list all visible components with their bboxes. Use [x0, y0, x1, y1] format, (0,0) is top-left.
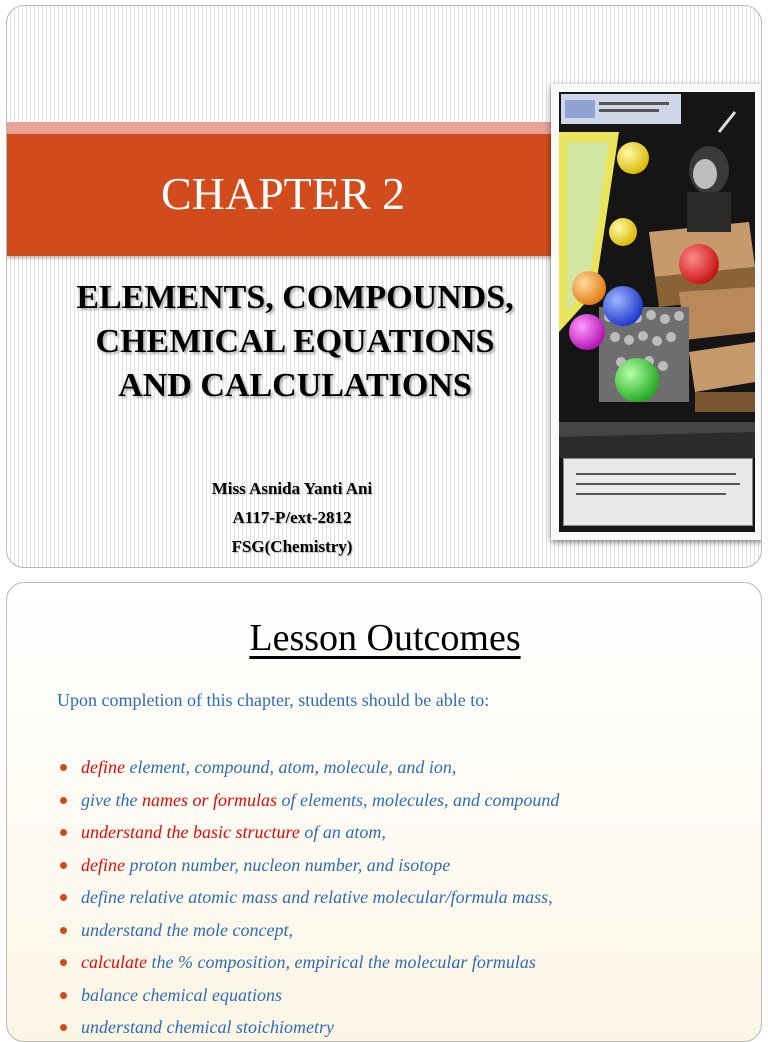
outcome-item: balance chemical equations	[57, 979, 747, 1012]
cartoon-caption	[563, 458, 753, 526]
outcome-item: understand the basic structure of an atom,	[57, 816, 747, 849]
bullet-icon	[60, 797, 67, 804]
bullet-icon	[60, 829, 67, 836]
bullet-icon	[60, 894, 67, 901]
chemistry-cartoon-image	[559, 92, 755, 532]
outcome-highlight: understand the basic structure	[81, 822, 300, 842]
lesson-outcomes-slide	[6, 582, 762, 1042]
lesson-outcomes-title: Lesson Outcomes	[249, 617, 521, 659]
outcome-highlight: define	[81, 854, 125, 875]
bullet-icon	[60, 959, 67, 966]
author-department: FSG(Chemistry)	[231, 537, 353, 556]
caption-text-line	[576, 473, 736, 475]
caption-text-line	[576, 483, 740, 485]
author-block	[137, 474, 447, 561]
outcome-item: calculate the % composition, empirical the molecular formulas	[57, 946, 747, 979]
outcome-highlight: calculate	[81, 952, 147, 972]
bullet-icon	[60, 992, 67, 999]
bullet-icon	[60, 862, 67, 869]
bullet-icon	[60, 1024, 67, 1031]
outcome-item: define proton number, nucleon number, and isotope	[57, 849, 747, 882]
bullet-icon	[60, 927, 67, 934]
title-slide	[6, 5, 762, 568]
outcome-highlight: define	[81, 757, 125, 777]
caption-text-line	[576, 493, 726, 495]
author-name: Miss Asnida Yanti Ani	[211, 479, 373, 498]
outcome-item: understand the mole concept,	[57, 914, 747, 947]
subtitle-line: AND CALCULATIONS	[118, 367, 472, 404]
bullet-icon	[60, 764, 67, 771]
subtitle-line: CHEMICAL EQUATIONS	[95, 323, 495, 360]
outcomes-list	[57, 751, 747, 1042]
outcome-item: define element, compound, atom, molecule, and ion,	[57, 751, 747, 784]
outcome-item: define relative atomic mass and relative molecular/formula mass,	[57, 881, 747, 914]
author-office: A117-P/ext-2812	[232, 508, 352, 527]
outcome-highlight: names or formulas	[141, 789, 277, 810]
outcome-item: understand chemical stoichiometry	[57, 1011, 747, 1042]
cartoon-image-frame	[551, 84, 762, 540]
lesson-intro: Upon completion of this chapter, students should be able to:	[57, 690, 490, 710]
chapter-subtitle	[7, 276, 583, 408]
subtitle-line: ELEMENTS, COMPOUNDS,	[76, 279, 514, 316]
outcome-item: give the names or formulas of elements, molecules, and compound	[57, 784, 747, 817]
chapter-title: CHAPTER 2	[160, 168, 406, 219]
